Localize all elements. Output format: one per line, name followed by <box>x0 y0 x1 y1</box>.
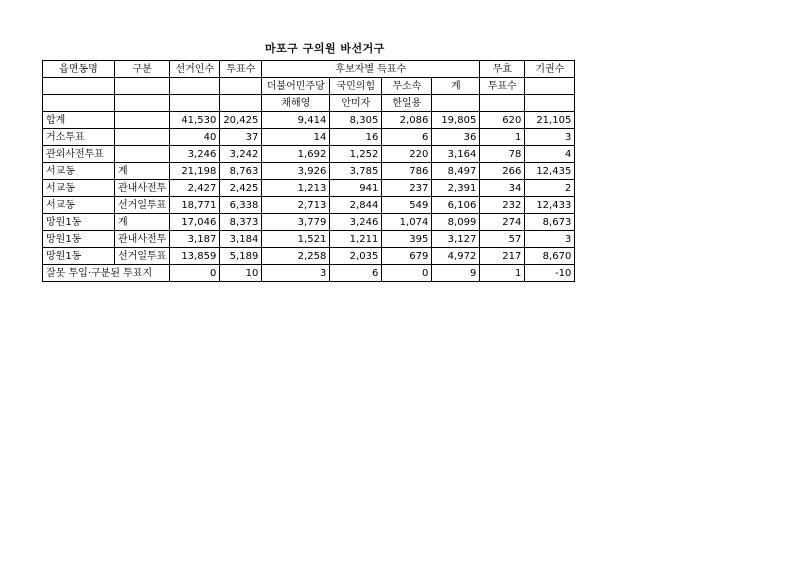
cell-abstention: 12,433 <box>525 197 575 214</box>
cell-electors: 3,187 <box>170 231 220 248</box>
cell-votes: 8,373 <box>220 214 262 231</box>
cell-type: 선거일투표 <box>115 248 170 265</box>
cell-type: 관내사전투 <box>115 231 170 248</box>
table-row <box>43 129 575 146</box>
table-row <box>43 231 575 248</box>
header-cell-blank-9 <box>220 95 262 112</box>
cell-candidate-3: 6 <box>382 129 432 146</box>
cell-type <box>115 146 170 163</box>
cell-candidate-1: 3 <box>262 265 330 282</box>
cell-candidate-2: 941 <box>330 180 382 197</box>
cell-candidate-3: 395 <box>382 231 432 248</box>
cell-type: 계 <box>115 214 170 231</box>
table-row <box>43 265 575 282</box>
header-cell-electors: 선거인수 <box>170 61 220 78</box>
cell-candidate-2: 16 <box>330 129 382 146</box>
header-cell-abstention: 기권수 <box>525 61 575 78</box>
cell-region: 망원1동 <box>43 214 115 231</box>
header-cell-invalid: 무효 <box>480 61 525 78</box>
cell-candidate-1: 2,258 <box>262 248 330 265</box>
cell-candidate-3: 549 <box>382 197 432 214</box>
header-cell-candidate-1: 채해영 <box>262 95 330 112</box>
cell-electors: 17,046 <box>170 214 220 231</box>
header-cell-eupmyeondong: 읍면동명 <box>43 61 115 78</box>
cell-candidate-total: 9 <box>432 265 480 282</box>
cell-candidate-3: 786 <box>382 163 432 180</box>
cell-candidate-2: 6 <box>330 265 382 282</box>
cell-candidate-3: 220 <box>382 146 432 163</box>
cell-candidate-2: 3,246 <box>330 214 382 231</box>
cell-abstention: 2 <box>525 180 575 197</box>
cell-invalid: 266 <box>480 163 525 180</box>
cell-candidate-2: 1,211 <box>330 231 382 248</box>
cell-invalid: 232 <box>480 197 525 214</box>
header-cell-votes: 투표수 <box>220 61 262 78</box>
header-cell-blank-2 <box>115 78 170 95</box>
cell-candidate-1: 3,779 <box>262 214 330 231</box>
cell-type <box>115 112 170 129</box>
cell-invalid: 217 <box>480 248 525 265</box>
cell-candidate-3: 679 <box>382 248 432 265</box>
cell-electors: 2,427 <box>170 180 220 197</box>
page-title: 마포구 구의원 바선거구 <box>265 42 385 55</box>
cell-candidate-1: 2,713 <box>262 197 330 214</box>
table-header-row <box>43 61 575 78</box>
cell-candidate-total: 3,127 <box>432 231 480 248</box>
cell-candidate-total: 2,391 <box>432 180 480 197</box>
cell-invalid: 620 <box>480 112 525 129</box>
cell-misplaced-ballots-label: 잘못 투입·구분된 투표지 <box>43 265 170 282</box>
election-results-table <box>42 60 575 282</box>
header-cell-blank-8 <box>170 95 220 112</box>
table-row <box>43 112 575 129</box>
cell-candidate-3: 2,086 <box>382 112 432 129</box>
cell-votes: 10 <box>220 265 262 282</box>
header-cell-candidate-3: 한일용 <box>382 95 432 112</box>
table-row <box>43 214 575 231</box>
cell-invalid: 57 <box>480 231 525 248</box>
header-cell-blank-4 <box>220 78 262 95</box>
cell-candidate-total: 6,106 <box>432 197 480 214</box>
cell-region: 망원1동 <box>43 248 115 265</box>
header-cell-party-independent: 무소속 <box>382 78 432 95</box>
header-cell-blank-7 <box>115 95 170 112</box>
cell-abstention: 21,105 <box>525 112 575 129</box>
table-row <box>43 197 575 214</box>
cell-type <box>115 129 170 146</box>
cell-votes: 8,763 <box>220 163 262 180</box>
cell-votes: 3,242 <box>220 146 262 163</box>
cell-type: 계 <box>115 163 170 180</box>
header-cell-blank-12 <box>525 95 575 112</box>
cell-candidate-1: 1,692 <box>262 146 330 163</box>
header-cell-party-ppp: 국민의힘 <box>330 78 382 95</box>
cell-invalid: 1 <box>480 129 525 146</box>
table-row <box>43 180 575 197</box>
cell-region: 관외사전투표 <box>43 146 115 163</box>
cell-candidate-total: 8,497 <box>432 163 480 180</box>
cell-votes: 37 <box>220 129 262 146</box>
header-cell-party-democratic: 더불어민주당 <box>262 78 330 95</box>
cell-candidate-1: 1,521 <box>262 231 330 248</box>
cell-invalid: 274 <box>480 214 525 231</box>
table-row <box>43 146 575 163</box>
cell-votes: 20,425 <box>220 112 262 129</box>
cell-candidate-1: 9,414 <box>262 112 330 129</box>
cell-invalid: 34 <box>480 180 525 197</box>
table-header-row <box>43 78 575 95</box>
cell-electors: 41,530 <box>170 112 220 129</box>
header-cell-blank-1 <box>43 78 115 95</box>
cell-abstention: 3 <box>525 129 575 146</box>
cell-candidate-2: 3,785 <box>330 163 382 180</box>
cell-region: 망원1동 <box>43 231 115 248</box>
header-cell-blank-5 <box>525 78 575 95</box>
header-cell-blank-11 <box>480 95 525 112</box>
cell-electors: 13,859 <box>170 248 220 265</box>
cell-candidate-3: 0 <box>382 265 432 282</box>
cell-candidate-total: 8,099 <box>432 214 480 231</box>
header-cell-party-total: 계 <box>432 78 480 95</box>
cell-votes: 2,425 <box>220 180 262 197</box>
cell-candidate-1: 14 <box>262 129 330 146</box>
cell-votes: 3,184 <box>220 231 262 248</box>
cell-candidate-3: 237 <box>382 180 432 197</box>
table-row <box>43 248 575 265</box>
cell-region: 서교동 <box>43 180 115 197</box>
cell-abstention: 8,673 <box>525 214 575 231</box>
cell-abstention: 8,670 <box>525 248 575 265</box>
table-row <box>43 163 575 180</box>
header-cell-blank-6 <box>43 95 115 112</box>
cell-type: 관내사전투 <box>115 180 170 197</box>
cell-invalid: 1 <box>480 265 525 282</box>
cell-abstention: 12,435 <box>525 163 575 180</box>
cell-candidate-1: 3,926 <box>262 163 330 180</box>
cell-candidate-2: 8,305 <box>330 112 382 129</box>
cell-abstention: -10 <box>525 265 575 282</box>
cell-region: 서교동 <box>43 163 115 180</box>
cell-candidate-total: 3,164 <box>432 146 480 163</box>
cell-electors: 3,246 <box>170 146 220 163</box>
cell-abstention: 3 <box>525 231 575 248</box>
cell-candidate-total: 36 <box>432 129 480 146</box>
cell-votes: 6,338 <box>220 197 262 214</box>
header-cell-gubun: 구분 <box>115 61 170 78</box>
header-cell-blank-10 <box>432 95 480 112</box>
cell-electors: 0 <box>170 265 220 282</box>
cell-candidate-2: 2,844 <box>330 197 382 214</box>
header-cell-invalid-votes: 투표수 <box>480 78 525 95</box>
cell-electors: 40 <box>170 129 220 146</box>
cell-votes: 5,189 <box>220 248 262 265</box>
cell-abstention: 4 <box>525 146 575 163</box>
cell-type: 선거일투표 <box>115 197 170 214</box>
header-cell-blank-3 <box>170 78 220 95</box>
cell-candidate-2: 1,252 <box>330 146 382 163</box>
cell-candidate-1: 1,213 <box>262 180 330 197</box>
header-cell-candidate-votes: 후보자별 득표수 <box>262 61 480 78</box>
cell-invalid: 78 <box>480 146 525 163</box>
cell-region: 거소투표 <box>43 129 115 146</box>
cell-candidate-2: 2,035 <box>330 248 382 265</box>
cell-region: 서교동 <box>43 197 115 214</box>
table-header-row <box>43 95 575 112</box>
header-cell-candidate-2: 안미자 <box>330 95 382 112</box>
cell-electors: 21,198 <box>170 163 220 180</box>
cell-electors: 18,771 <box>170 197 220 214</box>
cell-region: 합계 <box>43 112 115 129</box>
cell-candidate-total: 19,805 <box>432 112 480 129</box>
cell-candidate-total: 4,972 <box>432 248 480 265</box>
cell-candidate-3: 1,074 <box>382 214 432 231</box>
